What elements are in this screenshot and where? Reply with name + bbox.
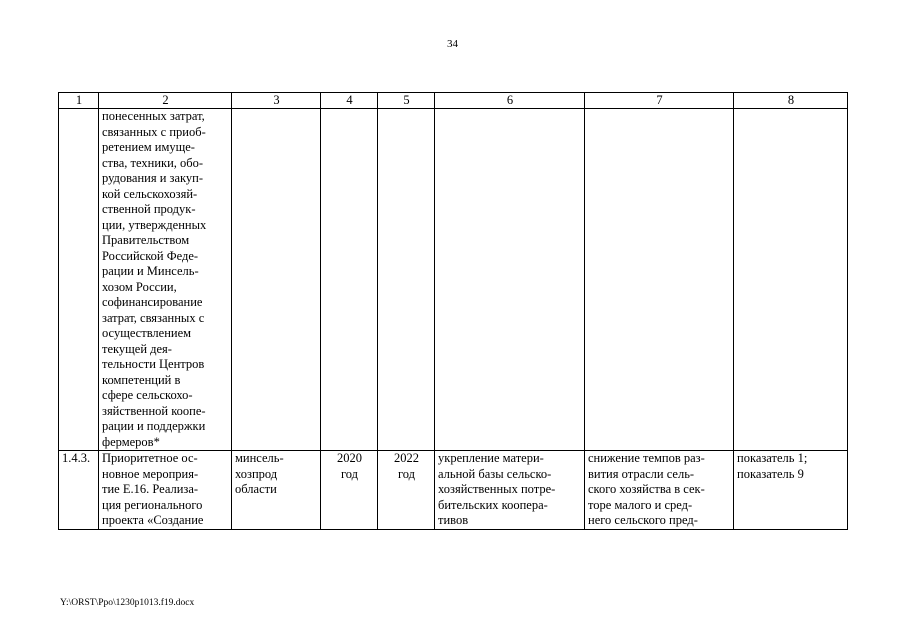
row2-number-cell: 1.4.3. [59, 451, 99, 530]
row1-number-cell [59, 109, 99, 451]
footer-file-path: Y:\ORST\Ppo\1230p1013.f19.docx [60, 598, 195, 608]
header-cell-7: 7 [585, 93, 734, 109]
row2-start-cell: 2020 год [321, 451, 378, 530]
row1-indicator-cell [734, 109, 848, 451]
row2-end-cell: 2022 год [378, 451, 435, 530]
header-cell-1: 1 [59, 93, 99, 109]
row1-description-cell: понесенных затрат, связанных с приоб- ретением имуще- ства, техники, обо- рудования и закуп- кой сельскохозяй- ственной продук- ции, утвержденных Правительством Российской Феде- рации и Минсель- хозом России, софинансирование затрат, связанных с осуществлением текущей дея- тельности Центров компетенций в сфере сельскохо- зяйственной коопе- рации и поддержки фермеров* [99, 109, 232, 451]
table-row [59, 451, 848, 530]
header-cell-4: 4 [321, 93, 378, 109]
row1-executor-cell [232, 109, 321, 451]
table-header-row [59, 93, 848, 109]
header-cell-8: 8 [734, 93, 848, 109]
row1-start-cell [321, 109, 378, 451]
row1-result-cell [435, 109, 585, 451]
row1-consequence-cell [585, 109, 734, 451]
header-cell-3: 3 [232, 93, 321, 109]
row1-end-cell [378, 109, 435, 451]
row2-indicator-cell: показатель 1; показатель 9 [734, 451, 848, 530]
measures-table [58, 92, 848, 530]
row2-description-cell: Приоритетное ос- новное мероприя- тие Е.16. Реализа- ция регионального проекта «Создание [99, 451, 232, 530]
row2-result-cell: укрепление матери- альной базы сельско- хозяйственных потре- бительских коопера- тивов [435, 451, 585, 530]
header-cell-6: 6 [435, 93, 585, 109]
header-cell-5: 5 [378, 93, 435, 109]
table-row [59, 109, 848, 451]
header-cell-2: 2 [99, 93, 232, 109]
row2-executor-cell: минсель- хозпрод области [232, 451, 321, 530]
row2-consequence-cell: снижение темпов раз- вития отрасли сель- ского хозяйства в сек- торе малого и сред- него сельского пред- [585, 451, 734, 530]
page-number: 34 [447, 38, 458, 50]
